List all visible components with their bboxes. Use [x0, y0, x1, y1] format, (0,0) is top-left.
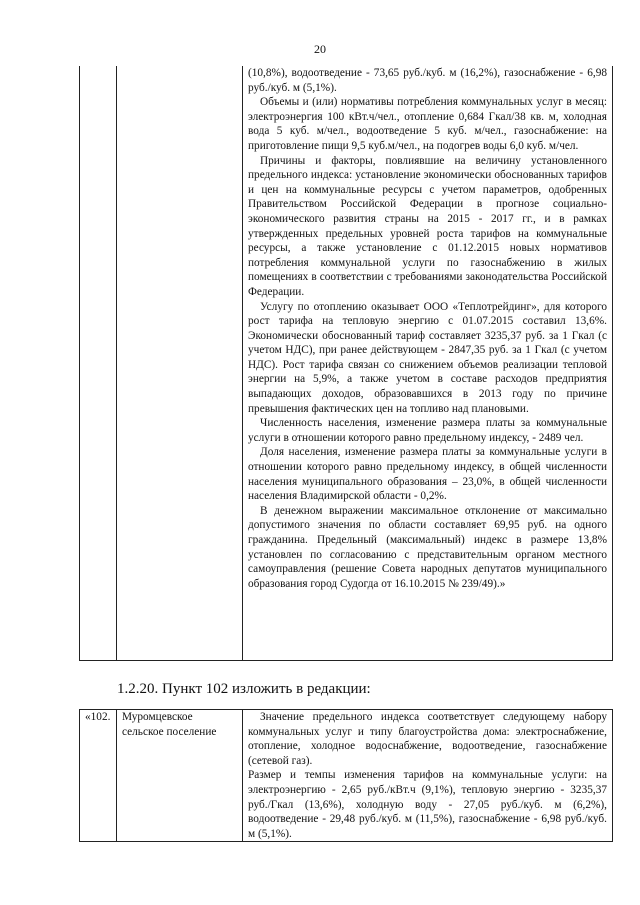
- continuation-table: [79, 66, 613, 661]
- table-row: [80, 66, 613, 661]
- item-number-cell: «102.: [80, 710, 117, 842]
- paragraph: Численность населения, изменение размера платы за коммунальные услуги в отношении которого равно предельному индексу, - 2489 чел.: [248, 417, 607, 444]
- page-number: 20: [314, 42, 326, 56]
- settlement-name-cell: Муромцевское сельское поселение: [117, 710, 243, 842]
- paragraph: Объемы и (или) нормативы потребления коммунальных услуг в месяц: электроэнергия 100 кВт.ч/чел., отопление 0,684 Гкал/38 кв. м, холодная вода 5 куб. м/чел., водоотведение 5 куб. м/чел., газоснабжение: на приготовление пищи 9,5 куб.м/чел., на подогрев воды 6,0 куб. м/чел.: [248, 96, 607, 152]
- description-cell: [243, 66, 613, 661]
- paragraph: Доля населения, изменение размера платы за коммунальные услуги в отношении которого равно предельному индексу, в общей численности населения муниципального образования – 23,0%, в общей численности населения Владимирской области - 0,2%.: [248, 446, 607, 503]
- paragraph: Размер и темпы изменения тарифов на коммунальные услуги: на электроэнергию - 2,65 руб./кВт.ч (9,1%), тепловую энергию - 3235,37 руб./Гкал (13,6%), холодную воду - 27,05 руб./куб. м (6,2%), водоотведение - 29,48 руб./куб. м (11,5%), газоснабжение - 6,98 руб./куб. м (5,1%).: [248, 769, 607, 840]
- paragraph: Причины и факторы, повлиявшие на величину установленного предельного индекса: установление экономически обоснованных тарифов и цен на коммунальные ресурсы с учетом параметров, одобренных Правительством Российской Федерации в прогнозе социально-экономического развития страны на 2015 - 2017 гг., и в рамках утвержденных предельных уровней роста тарифов на коммунальные ресурсы, а также установление с 01.12.2015 новых нормативов потребления коммунальной услуги по газоснабжению в жилых помещениях в соответствии с требованиями законодательства Российской Федерации.: [248, 154, 607, 298]
- paragraph: В денежном выражении максимальное отклонение от максимально допустимого значения по области составляет 69,95 руб. на одного гражданина. Предельный (максимальный) индекс в размере 13,8% установлен по согласованию с представительным органом местного самоуправления (решение Совета народных депутатов муниципального образования город Судогда от 16.10.2015 № 239/49).»: [248, 504, 607, 590]
- paragraph: Значение предельного индекса соответствует следующему набору коммунальных услуг и типу благоустройства дома: электроснабжение, отопление, холодное водоснабжение, водоотведение, газоснабжение (сетевой газ).: [248, 711, 607, 767]
- settlement-cell: [117, 66, 243, 661]
- paragraph: Услугу по отоплению оказывает ООО «Теплотрейдинг», для которого рост тарифа на тепловую энергию с 01.07.2015 составил 13,6%. Экономически обоснованный тариф составляет 3235,37 руб. за 1 Гкал (с учетом НДС), при ранее действующем - 2847,35 руб. за 1 Гкал (с учетом НДС). Рост тарифа связан со снижением объемов реализации тепловой энергии на 5,9%, а также учетом в составе расходов предприятия выпадающих доходов, образовавшихся в 2013 году по причине превышения фактических цен на топливо над плановыми.: [248, 300, 607, 415]
- amendment-table: [79, 709, 613, 842]
- number-cell: [80, 66, 117, 661]
- section-heading: 1.2.20. Пункт 102 изложить в редакции:: [117, 681, 371, 697]
- paragraph: (10,8%), водоотведение - 73,65 руб./куб. м (16,2%), газоснабжение - 6,98 руб./куб. м (5,1%).: [248, 67, 607, 94]
- description-cell: [243, 710, 613, 842]
- table-row: [80, 710, 613, 842]
